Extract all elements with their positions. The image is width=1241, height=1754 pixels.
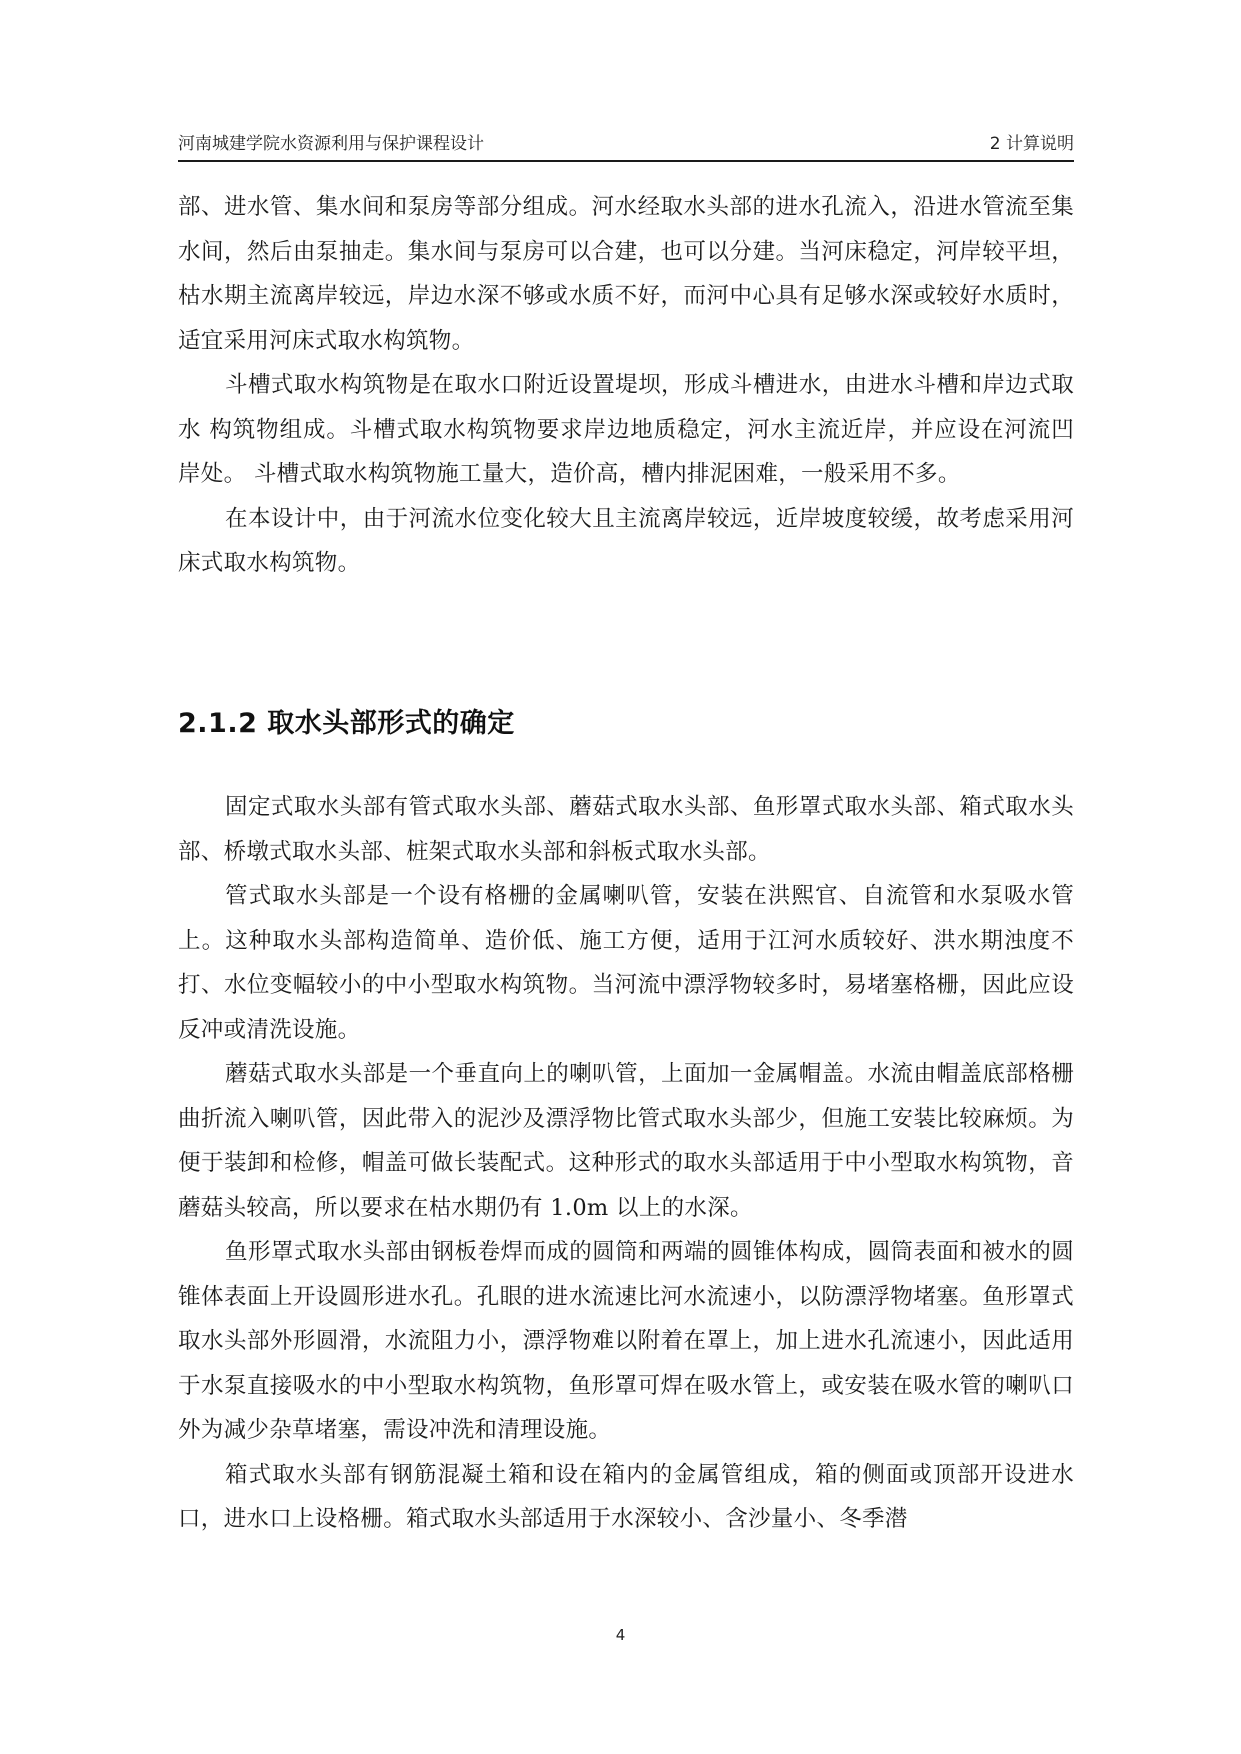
section-heading: 2.1.2 取水头部形式的确定 (178, 708, 515, 739)
header-course-title: 河南城建学院水资源利用与保护课程设计 (178, 134, 484, 154)
running-header (178, 131, 1074, 157)
paragraph: 部、进水管、集水间和泵房等部分组成。河水经取水头部的进水孔流入，沿进水管流至集水间，然后由泵抽走。集水间与泵房可以合建，也可以分建。当河床稳定，河岸较平坦，枯水期主流离岸较远，岸边水深不够或水质不好，而河中心具有足够水深或较好水质时，适宜采用河床式取水构筑物。 (178, 194, 1074, 354)
paragraph: 固定式取水头部有管式取水头部、蘑菇式取水头部、鱼形罩式取水头部、箱式取水头部、桥墩式取水头部、桩架式取水头部和斜板式取水头部。 (178, 794, 1074, 865)
paragraph: 管式取水头部是一个设有格栅的金属喇叭管，安装在洪熙官、自流管和水泵吸水管上。这种取水头部构造简单、造价低、施工方便，适用于江河水质较好、洪水期浊度不打、水位变幅较小的中小型取水构筑物。当河流中漂浮物较多时，易堵塞格栅，因此应设反冲或清洗设施。 (178, 883, 1074, 1043)
header-chapter-label: 2 计算说明 (989, 134, 1074, 154)
paragraph: 蘑菇式取水头部是一个垂直向上的喇叭管，上面加一金属帽盖。水流由帽盖底部格栅曲折流入喇叭管，因此带入的泥沙及漂浮物比管式取水头部少，但施工安装比较麻烦。为便于装卸和检修，帽盖可做长装配式。这种形式的取水头部适用于中小型取水构筑物，音蘑菇头较高，所以要求在枯水期仍有 1.0m 以上的水深。 (178, 1061, 1074, 1221)
page-number: 4 (615, 1626, 626, 1644)
paragraph: 鱼形罩式取水头部由钢板卷焊而成的圆筒和两端的圆锥体构成，圆筒表面和被水的圆锥体表面上开设圆形进水孔。孔眼的进水流速比河水流速小，以防漂浮物堵塞。鱼形罩式取水头部外形圆滑，水流阻力小，漂浮物难以附着在罩上，加上进水孔流速小，因此适用于水泵直接吸水的中小型取水构筑物，鱼形罩可焊在吸水管上，或安装在吸水管的喇叭口外为减少杂草堵塞，需设冲洗和清理设施。 (178, 1239, 1074, 1443)
paragraph: 在本设计中，由于河流水位变化较大且主流离岸较远，近岸坡度较缓，故考虑采用河床式取水构筑物。 (178, 505, 1074, 576)
header-divider (178, 160, 1074, 162)
body-text-block-2 (178, 785, 1074, 1542)
paragraph: 斗槽式取水构筑物是在取水口附近设置堤坝，形成斗槽进水，由进水斗槽和岸边式取水 构筑物组成。斗槽式取水构筑物要求岸边地质稳定，河水主流近岸，并应设在河流凹岸处。 斗槽式取水构筑物施工量大，造价高，槽内排泥困难，一般采用不多。 (178, 372, 1074, 487)
body-text-block-1 (178, 185, 1074, 586)
paragraph: 箱式取水头部有钢筋混凝土箱和设在箱内的金属管组成，箱的侧面或顶部开设进水口，进水口上设格栅。箱式取水头部适用于水深较小、含沙量小、冬季潜 (178, 1461, 1074, 1532)
